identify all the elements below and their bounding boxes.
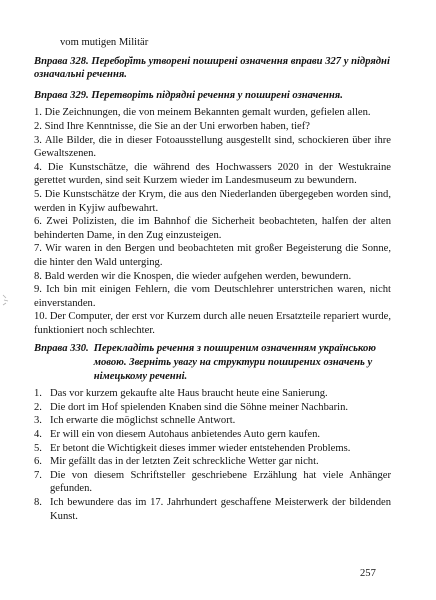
exercise-330-heading xyxy=(34,342,391,383)
item-text: Die dort im Hof spielenden Knaben sind die Söhne meiner Nachbarin. xyxy=(50,401,349,413)
item-number: 6. xyxy=(34,456,42,468)
continuation-line: vom mutigen Militär xyxy=(60,37,149,48)
page-edge-mark-icon xyxy=(2,293,10,307)
page-number: 257 xyxy=(360,568,376,579)
list-item xyxy=(34,469,391,496)
exercise-329-number: Вправа 329. xyxy=(34,89,89,101)
item-number: 5. xyxy=(34,442,42,454)
exercise-330-instruction: Перекладіть речення з поширеним означенням українською мовою. Зверніть увагу на структури поширених означень у німецькому реченні. xyxy=(93,343,376,382)
list-item xyxy=(34,455,391,469)
item-number: 3. xyxy=(34,415,42,427)
list-item: 10. Der Computer, der erst vor Kurzem durch alle neuen Ersatzteile repariert wurde, funktioniert noch schlechter. xyxy=(34,311,391,336)
exercise-330-list xyxy=(34,387,391,523)
exercise-330-number: Вправа 330. xyxy=(34,343,89,355)
list-item xyxy=(34,414,391,428)
list-item: 3. Alle Bilder, die in dieser Fotoausstellung ausgestellt sind, schockieren über ihre Gewaltszenen. xyxy=(34,134,391,160)
list-item: 7. Wir waren in den Bergen und beobachteten mit großer Begeisterung die Sonne, die hinter den Wald unterging. xyxy=(34,243,391,268)
page-content xyxy=(34,36,391,523)
exercise-329-instruction: Перетворіть підрядні речення у поширені означення. xyxy=(91,89,343,101)
list-item xyxy=(34,387,391,401)
exercise-329-heading xyxy=(34,89,391,103)
list-item xyxy=(34,496,391,523)
list-item xyxy=(34,401,391,415)
list-item: 9. Ich bin mit einigen Fehlern, die vom Deutschlehrer unterstrichen waren, nicht einverstanden. xyxy=(34,284,391,309)
item-text: Ich bewundere das im 17. Jahrhundert geschaffene Meisterwerk der bildenden Kunst. xyxy=(50,497,391,522)
list-item xyxy=(34,442,391,456)
exercise-328-number: Вправа 328. xyxy=(34,55,89,67)
item-text: Er will ein von diesem Autohaus anbietendes Auto gern kaufen. xyxy=(50,429,321,441)
list-item xyxy=(34,428,391,442)
exercise-328-instruction: Перебор̆іть утворені поширені означення вправи 327 у підрядні означальні речення. xyxy=(34,55,390,81)
item-text: Das vor kurzem gekaufte alte Haus braucht heute eine Sanierung. xyxy=(50,388,328,400)
item-number: 4. xyxy=(34,429,42,441)
list-item: 6. Zwei Polizisten, die im Bahnhof die Sicherheit beobachteten, halfen der alten behinderten Dame, in den Zug einzusteigen. xyxy=(34,216,391,241)
list-item: 2. Sind Ihre Kenntnisse, die Sie an der Uni erworben haben, tief? xyxy=(34,120,310,132)
list-item: 4. Die Kunstschätze, die während des Hochwassers 2020 in der Westukraine gerettet wurden, sind seit Kurzem wieder im Landesmuseum zu bewundern. xyxy=(34,161,391,187)
list-item: 5. Die Kunstschätze der Krym, die aus den Niederlanden übergegeben worden sind, werden in Kyjiw aufbewahrt. xyxy=(34,188,391,214)
list-item: 1. Die Zeichnungen, die von meinem Bekannten gemalt wurden, gefielen allen. xyxy=(34,107,371,119)
item-number: 7. xyxy=(34,469,42,481)
item-text: Ich erwarte die möglichst schnelle Antwort. xyxy=(50,415,236,427)
exercise-328-heading xyxy=(34,55,391,82)
item-number: 8. xyxy=(34,497,42,508)
item-number: 1. xyxy=(34,388,42,400)
list-item: 8. Bald werden wir die Knospen, die wieder aufgehen werden, bewundern. xyxy=(34,270,352,282)
item-text: Er betont die Wichtigkeit dieses immer wieder entstehenden Problems. xyxy=(50,442,351,454)
item-text: Die von diesem Schriftsteller geschriebene Erzählung hat viele Anhänger gefunden. xyxy=(50,469,391,495)
item-text: Mir gefällt das in der letzten Zeit schreckliche Wetter gar nicht. xyxy=(50,456,319,468)
item-number: 2. xyxy=(34,401,42,413)
exercise-329-list xyxy=(34,106,391,337)
